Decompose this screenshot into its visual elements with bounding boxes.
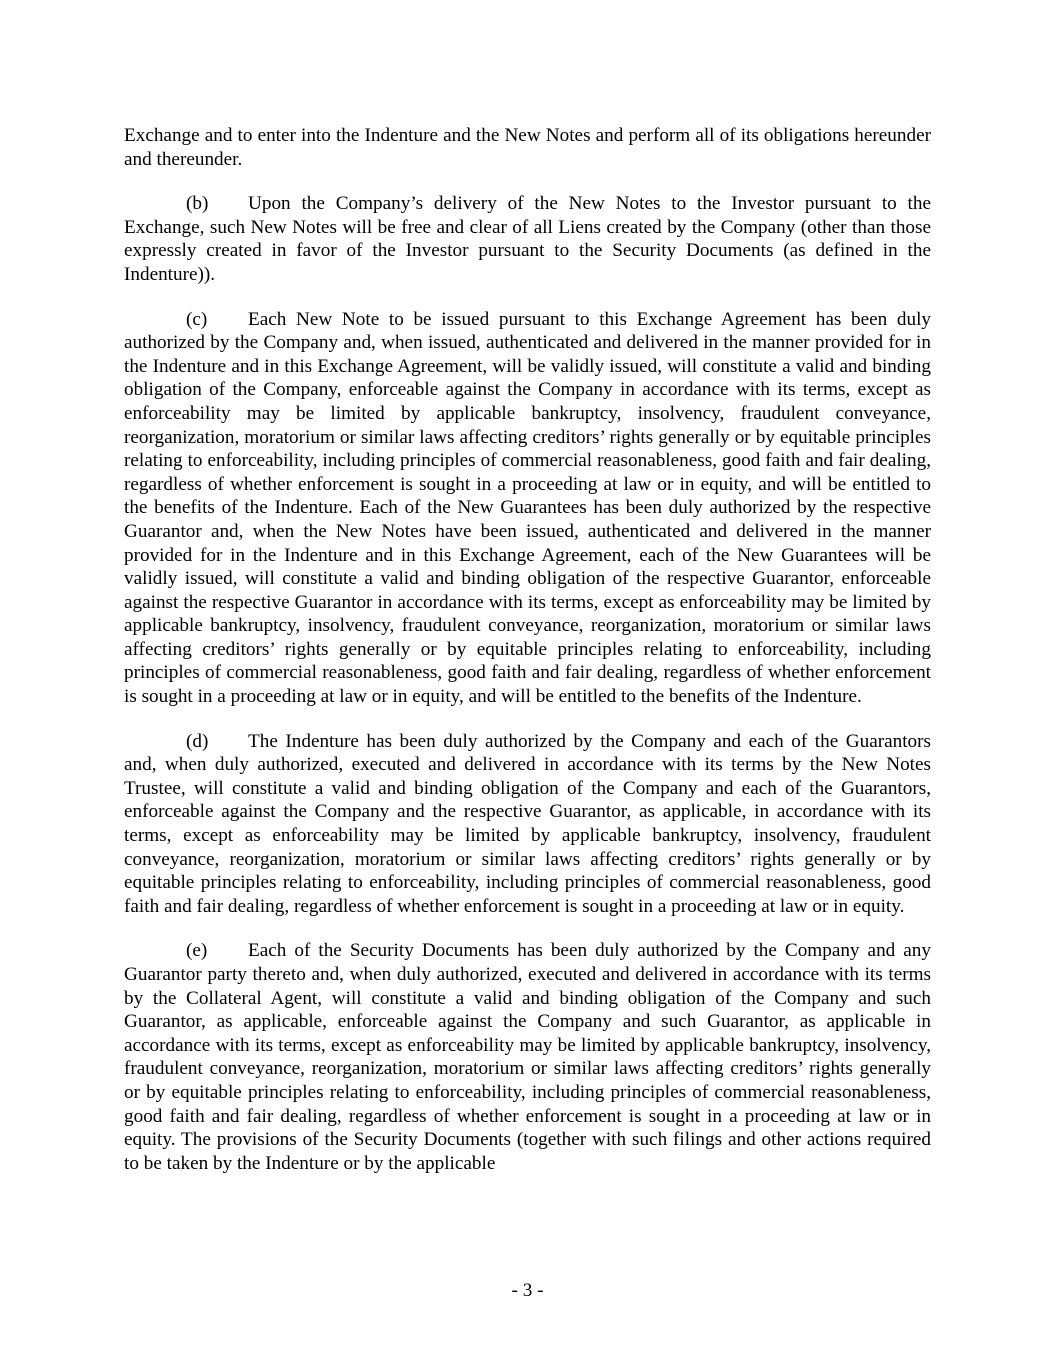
paragraph-text: Each of the Security Documents has been duly authorized by the Company and any Guarantor party thereto and, when duly authorized, executed and delivered in accordance with its terms by the Collateral Agent, will constitute a valid and binding obligation of the Company and such Guarantor, as applicable, enforceable against the Company and such Guarantor, as applicable in accordance with its terms, except as enforceability may be limited by applicable bankruptcy, insolvency, fraudulent conveyance, reorganization, moratorium or similar laws affecting creditors’ rights generally or by equitable principles relating to enforceability, including principles of commercial reasonableness, good faith and fair dealing, regardless of whether enforcement is sought in a proceeding at law or in equity. The provisions of the Security Documents (together with such filings and other actions required to be taken by the Indenture or by the applicable [124, 940, 931, 1174]
paragraph-c [124, 308, 931, 709]
paragraph-e [124, 939, 931, 1175]
paragraph-d [124, 730, 931, 919]
paragraph-b [124, 192, 931, 286]
paragraph-text: Each New Note to be issued pursuant to this Exchange Agreement has been duly authorized by the Company and, when issued, authenticated and delivered in the manner provided for in the Indenture and in this Exchange Agreement, will be validly issued, will constitute a valid and binding obligation of the Company, enforceable against the Company in accordance with its terms, except as enforceability may be limited by applicable bankruptcy, insolvency, fraudulent conveyance, reorganization, moratorium or similar laws affecting creditors’ rights generally or by equitable principles relating to enforceability, including principles of commercial reasonableness, good faith and fair dealing, regardless of whether enforcement is sought in a proceeding at law or in equity, and will be entitled to the benefits of the Indenture. Each of the New Guarantees has been duly authorized by the respective Guarantor and, when the New Notes have been issued, authenticated and delivered in the manner provided for in the Indenture and in this Exchange Agreement, each of the New Guarantees will be validly issued, will constitute a valid and binding obligation of the respective Guarantor, enforceable against the respective Guarantor in accordance with its terms, except as enforceability may be limited by applicable bankruptcy, insolvency, fraudulent conveyance, reorganization, moratorium or similar laws affecting creditors’ rights generally or by equitable principles relating to enforceability, including principles of commercial reasonableness, good faith and fair dealing, regardless of whether enforcement is sought in a proceeding at law or in equity, and will be entitled to the benefits of the Indenture. [124, 308, 931, 708]
page-number: - 3 - [511, 1280, 544, 1301]
paragraph-marker: (c) [186, 308, 208, 330]
paragraph-marker: (e) [186, 940, 208, 962]
paragraph-text: Upon the Company’s delivery of the New Notes to the Investor pursuant to the Exchange, such New Notes will be free and clear of all Liens created by the Company (other than those expressly created in favor of the Investor pursuant to the Security Documents (as defined in the Indenture)). [124, 193, 931, 285]
document-body [124, 124, 931, 1196]
paragraph-marker: (b) [186, 193, 209, 215]
paragraph-marker: (d) [186, 730, 209, 752]
paragraph-text: The Indenture has been duly authorized by the Company and each of the Guarantors and, when duly authorized, executed and delivered in accordance with its terms by the New Notes Trustee, will constitute a valid and binding obligation of the Company and each of the Guarantors, enforceable against the Company and the respective Guarantor, as applicable, in accordance with its terms, except as enforceability may be limited by applicable bankruptcy, insolvency, fraudulent conveyance, reorganization, moratorium or similar laws affecting creditors’ rights generally or by equitable principles relating to enforceability, including principles of commercial reasonableness, good faith and fair dealing, regardless of whether enforcement is sought in a proceeding at law or in equity. [124, 730, 931, 917]
continuation-paragraph: Exchange and to enter into the Indenture and the New Notes and perform all of its obligations hereunder and thereunder. [124, 125, 931, 170]
